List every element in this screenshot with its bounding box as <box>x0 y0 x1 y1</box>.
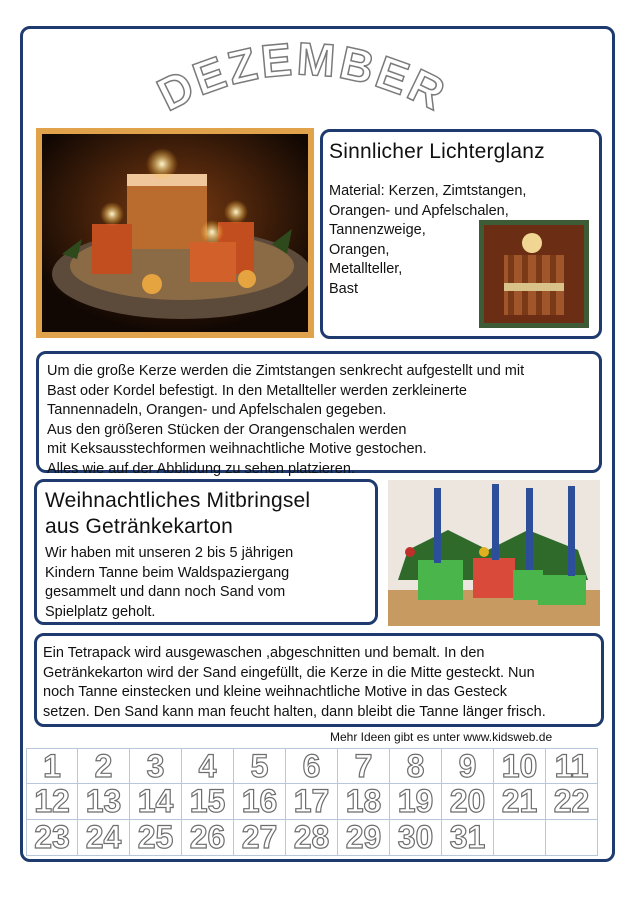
intro-line: gesammelt und dann noch Sand vom <box>45 584 286 600</box>
instruction-line: mit Keksausstechformen weihnachtliche Motive gestochen. <box>47 441 427 457</box>
instructions-text-1 <box>47 362 524 479</box>
material-line: Material: Kerzen, Zimtstangen, <box>329 183 527 199</box>
instruction-line: Ein Tetrapack wird ausgewaschen ,abgeschnitten und bemalt. In den <box>43 645 485 661</box>
calendar-day: 21 <box>494 784 546 820</box>
calendar-day: 28 <box>286 820 338 856</box>
material-line: Orangen, <box>329 241 390 258</box>
calendar-day: 29 <box>338 820 390 856</box>
instruction-line: Aus den größeren Stücken der Orangenschalen werden <box>47 421 407 438</box>
materials-panel <box>320 129 602 339</box>
intro-line: Wir haben mit unseren 2 bis 5 jährigen <box>45 545 294 561</box>
calendar-day: 25 <box>130 820 182 856</box>
instruction-line: Tannennadeln, Orangen- und Apfelschalen gegeben. <box>47 402 387 418</box>
calendar-day: 14 <box>130 784 182 820</box>
footer-website-note: Mehr Ideen gibt es unter www.kidsweb.de <box>330 730 553 744</box>
photo-candle-arrangement <box>36 128 314 338</box>
calendar-day: 17 <box>286 784 338 820</box>
calendar-day: 9 <box>442 748 494 784</box>
material-line: Metallteller, <box>329 261 403 277</box>
section2-heading-line: Weihnachtliches Mitbringsel <box>45 489 311 512</box>
instruction-line: Um die große Kerze werden die Zimtstangen senkrecht aufgestellt und mit <box>47 363 525 379</box>
instruction-line: Bast oder Kordel befestigt. In den Metallteller werden zerkleinerte <box>47 382 467 399</box>
instructions-panel-2 <box>34 633 604 727</box>
calendar-row <box>26 784 598 820</box>
intro-line: Kindern Tanne beim Waldspaziergang <box>45 564 290 581</box>
calendar-day: 19 <box>390 784 442 820</box>
instruction-line: noch Tanne einstecken und kleine weihnachtliche Motive in das Gesteck <box>43 684 508 700</box>
instructions-panel-1 <box>36 351 602 477</box>
page-title <box>130 40 470 130</box>
calendar-day <box>494 820 546 856</box>
calendar-day: 27 <box>234 820 286 856</box>
calendar-day: 31 <box>442 820 494 856</box>
calendar-day: 11 <box>546 748 598 784</box>
instruction-line: Alles wie auf der Abblidung zu sehen platzieren. <box>47 460 355 477</box>
material-line: Orangen- und Apfelschalen, <box>329 202 509 219</box>
calendar-day: 22 <box>546 784 598 820</box>
page-title-text: DEZEMBER <box>149 40 456 122</box>
calendar-row <box>26 820 598 856</box>
intro-line: Spielplatz geholt. <box>45 603 156 620</box>
calendar-day: 24 <box>78 820 130 856</box>
material-line: Bast <box>329 280 359 297</box>
project2-panel <box>34 479 378 625</box>
instruction-line: Getränkekarton wird der Sand eingefüllt, die Kerze in die Mitte gesteckt. Nun <box>43 664 535 681</box>
calendar-day: 13 <box>78 784 130 820</box>
instructions-text-2 <box>43 644 546 722</box>
calendar-day: 5 <box>234 748 286 784</box>
calendar-day: 15 <box>182 784 234 820</box>
calendar-day: 16 <box>234 784 286 820</box>
section2-heading-line: aus Getränkekarton <box>45 515 234 538</box>
section2-intro <box>45 544 293 622</box>
calendar-day: 30 <box>390 820 442 856</box>
section2-heading <box>45 488 310 540</box>
svg-text:DEZEMBER <box>149 40 455 121</box>
section1-heading: Sinnlicher Lichterglanz <box>329 140 545 163</box>
calendar-day: 26 <box>182 820 234 856</box>
calendar-day: 10 <box>494 748 546 784</box>
calendar-day: 4 <box>182 748 234 784</box>
calendar-day: 6 <box>286 748 338 784</box>
calendar-day <box>546 820 598 856</box>
instruction-line: setzen. Den Sand kann man feucht halten, dann bleibt die Tanne länger frisch. <box>43 703 546 720</box>
material-line: Tannenzweige, <box>329 222 426 238</box>
photo-cinnamon-candle <box>479 220 589 328</box>
calendar-grid <box>26 748 598 856</box>
calendar-day: 1 <box>26 748 78 784</box>
photo-tetrapak-candles <box>388 480 600 626</box>
calendar-day: 8 <box>390 748 442 784</box>
calendar-row <box>26 748 598 784</box>
calendar-day: 20 <box>442 784 494 820</box>
calendar-day: 2 <box>78 748 130 784</box>
calendar-day: 7 <box>338 748 390 784</box>
calendar-day: 18 <box>338 784 390 820</box>
calendar-day: 12 <box>26 784 78 820</box>
calendar-day: 23 <box>26 820 78 856</box>
calendar-day: 3 <box>130 748 182 784</box>
